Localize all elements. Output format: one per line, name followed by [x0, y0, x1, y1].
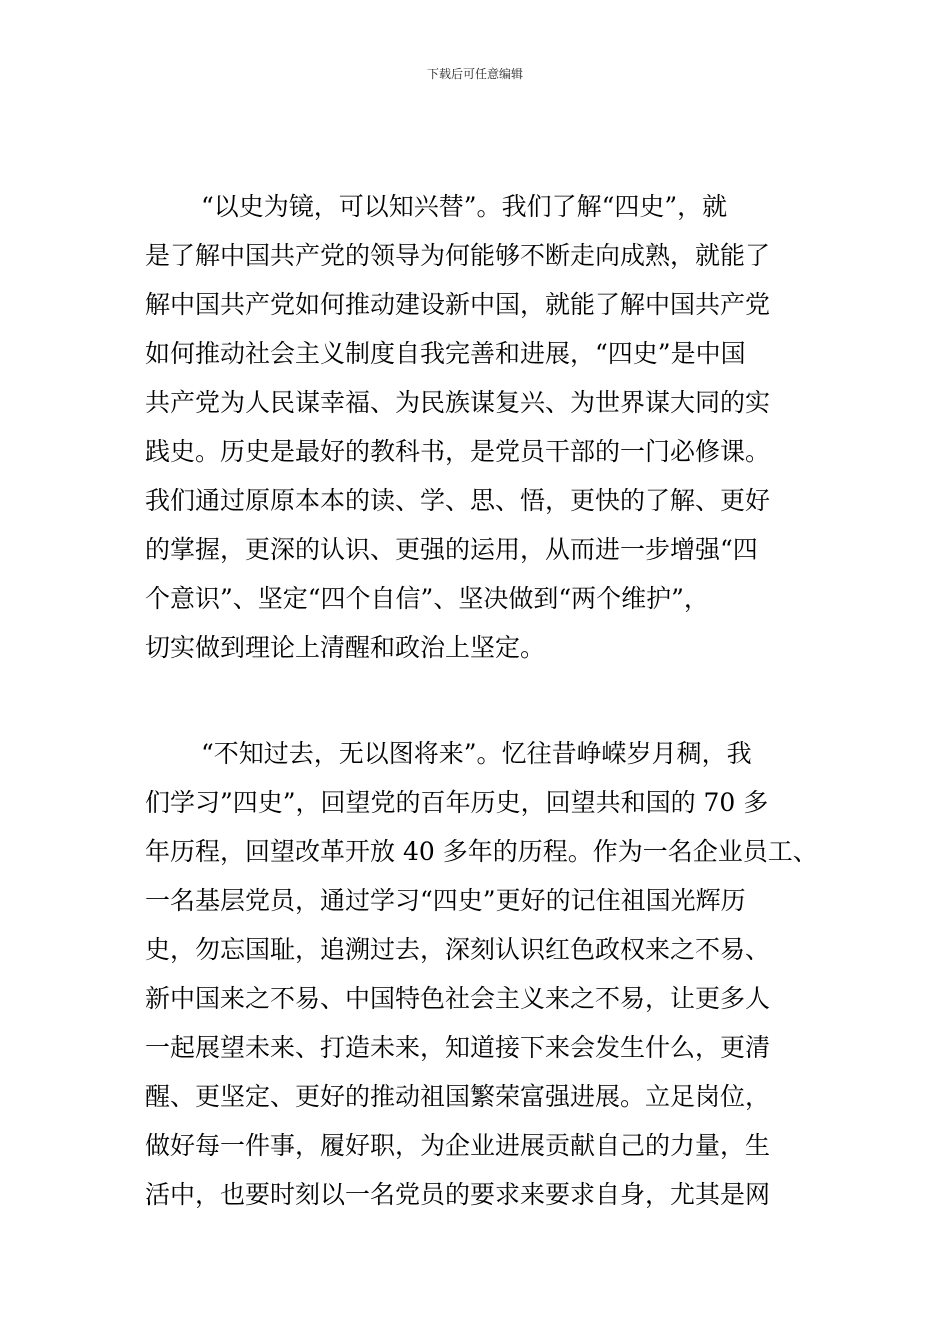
paragraph-line: 个意识”、坚定“四个自信”、坚决做到“两个维护”， — [145, 584, 709, 613]
paragraph-line: 的掌握，更深的认识、更强的运用，从而进一步增强“四 — [145, 535, 758, 564]
paragraph-line: 们学习”四史”，回望党的百年历史，回望共和国的 70 多 — [145, 788, 769, 817]
paragraph-line: “不知过去，无以图将来”。忆往昔峥嵘岁月稠，我 — [201, 739, 752, 768]
paragraph-1 — [145, 182, 810, 672]
paragraph-line: 切实做到理论上清醒和政治上坚定。 — [145, 633, 546, 662]
header-note: 下载后可任意编辑 — [426, 67, 523, 81]
paragraph-2 — [145, 729, 818, 1219]
paragraph-line: 史，勿忘国耻，追溯过去，深刻认识红色政权来之不易、 — [145, 935, 771, 964]
paragraph-line: 一起展望未来、打造未来，知道接下来会发生什么，更清 — [145, 1033, 771, 1062]
paragraph-line: 践史。历史是最好的教科书，是党员干部的一门必修课。 — [145, 437, 771, 466]
paragraph-line: 是了解中国共产党的领导为何能够不断走向成熟，就能了 — [145, 241, 771, 270]
paragraph-line: 我们通过原原本本的读、学、思、悟，更快的了解、更好 — [145, 486, 771, 515]
paragraph-line: 醒、更坚定、更好的推动祖国繁荣富强进展。立足岗位， — [145, 1082, 771, 1111]
paragraph-line: 活中，也要时刻以一名党员的要求来要求自身，尤其是网 — [145, 1180, 771, 1209]
paragraph-line: 做好每一件事，履好职，为企业进展贡献自己的力量，生 — [145, 1131, 771, 1160]
paragraph-line: 解中国共产党如何推动建设新中国，就能了解中国共产党 — [145, 290, 771, 319]
paragraph-line: 一名基层党员，通过学习“四史”更好的记住祖国光辉历 — [145, 886, 746, 915]
paragraph-line: “以史为镜，可以知兴替”。我们了解“四史”，就 — [201, 192, 728, 221]
paragraph-line: 新中国来之不易、中国特色社会主义来之不易，让更多人 — [145, 984, 771, 1013]
paragraph-line: 共产党为人民谋幸福、为民族谋复兴、为世界谋大同的实 — [145, 388, 771, 417]
paragraph-line: 如何推动社会主义制度自我完善和进展，“四史”是中国 — [145, 339, 746, 368]
paragraph-line: 年历程，回望改革开放 40 多年的历程。作为一名企业员工、 — [145, 837, 818, 866]
